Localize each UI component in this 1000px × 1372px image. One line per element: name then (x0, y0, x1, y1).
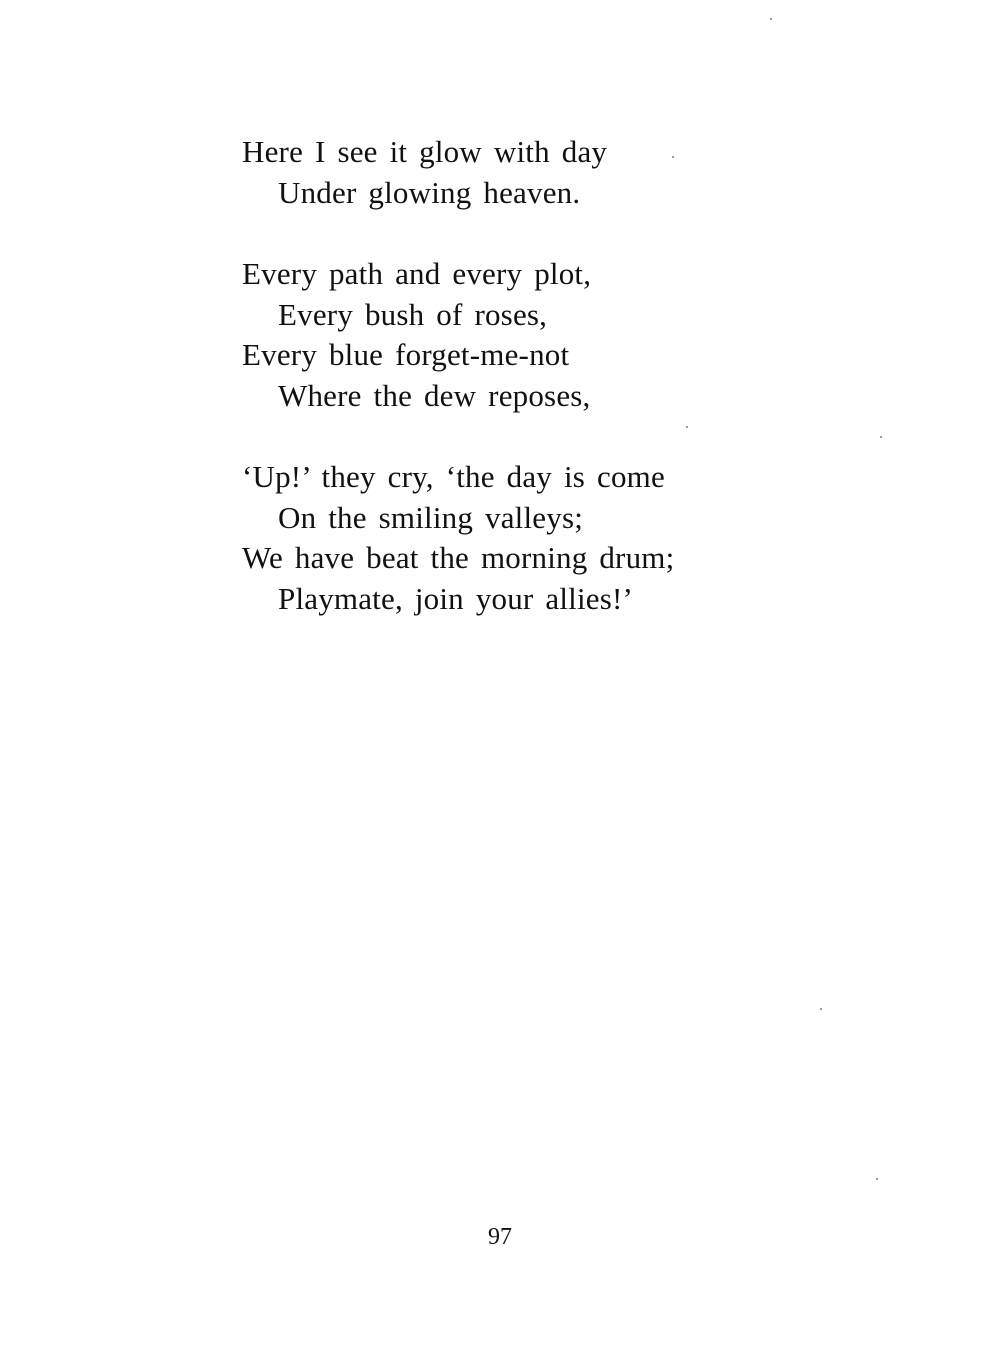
scan-speck (672, 156, 674, 158)
poem-line: Every path and every plot, (242, 256, 592, 291)
poem-line: Here I see it glow with day (242, 134, 608, 169)
stanza-2 (242, 254, 802, 416)
poem-line: Every bush of roses, (278, 296, 548, 332)
scan-speck (820, 1008, 822, 1010)
poem-line: Under glowing heaven. (278, 174, 581, 210)
poem-line: Playmate, join your allies!’ (278, 580, 634, 616)
poem-line: Where the dew reposes, (278, 377, 591, 413)
page-number: 97 (488, 1224, 512, 1250)
poem-line: Every blue forget-me-not (242, 337, 570, 372)
stanza-3 (242, 457, 802, 619)
poem (242, 132, 802, 660)
scan-speck (686, 426, 688, 428)
poem-line: On the smiling valleys; (278, 499, 584, 535)
scan-speck (876, 1178, 878, 1180)
stanza-1 (242, 132, 802, 213)
poem-line: ‘Up!’ they cry, ‘the day is come (242, 459, 665, 494)
scan-speck (770, 18, 772, 20)
poem-line: We have beat the morning drum; (242, 540, 675, 575)
scan-speck (880, 436, 882, 438)
